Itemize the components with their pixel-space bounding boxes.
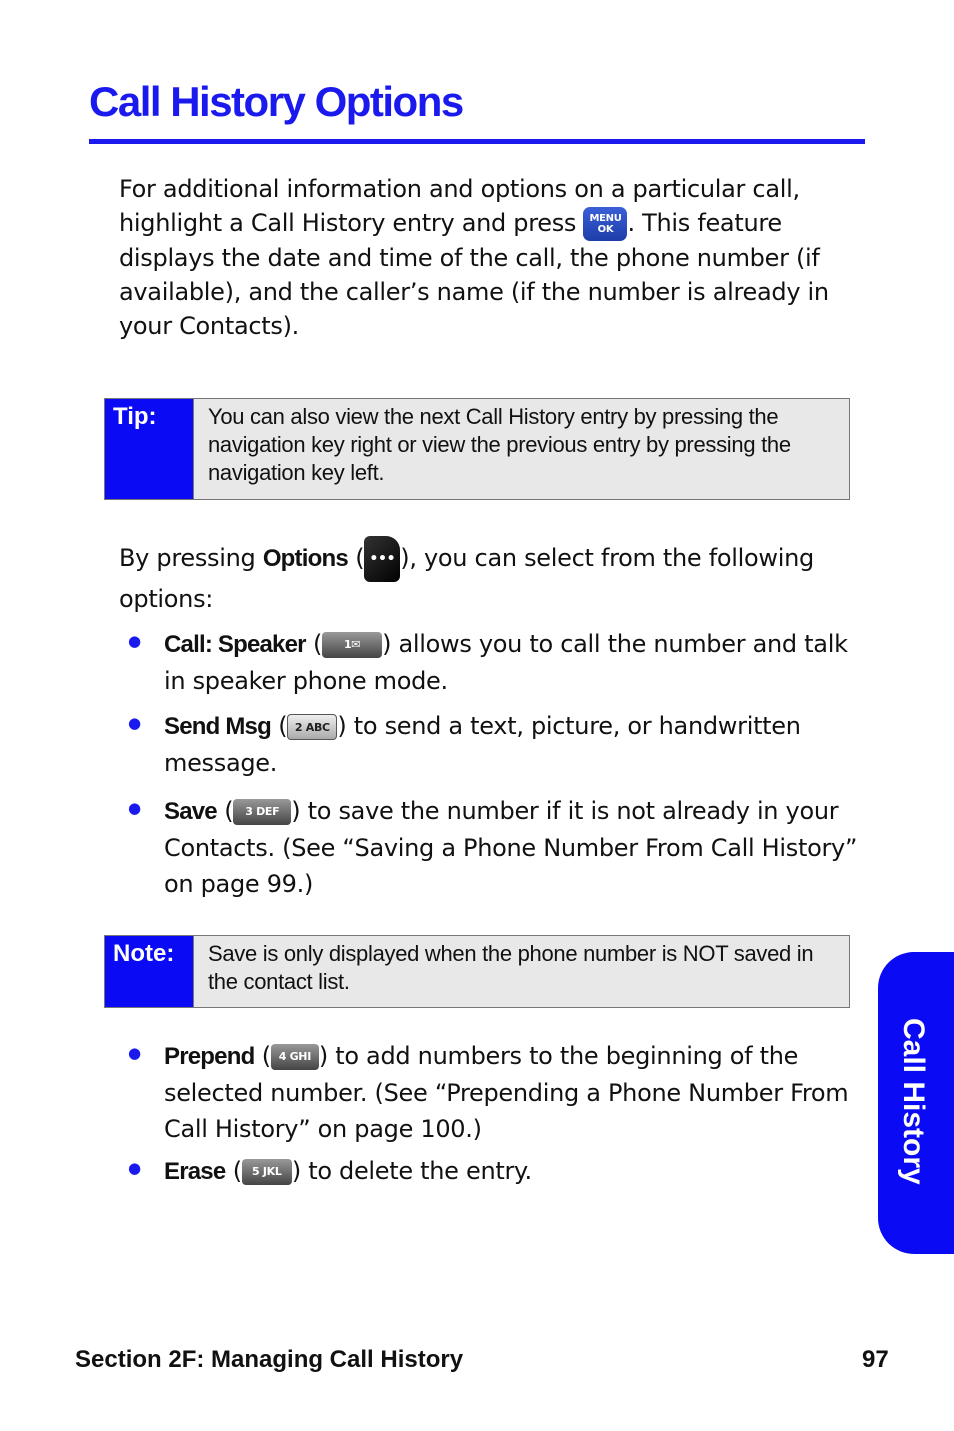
note-text: Save is only displayed when the phone number is NOT saved in the contact list. bbox=[208, 941, 814, 994]
key-4-icon: 4 GHI bbox=[271, 1044, 319, 1070]
page-title: Call History Options bbox=[89, 78, 463, 125]
note-label: Note: bbox=[105, 936, 194, 1007]
bullet-icon: ● bbox=[128, 714, 142, 732]
option-name: Call: Speaker bbox=[164, 631, 306, 658]
intro-text-1: For additional information and options on a particular call, highlight a Call History entry and press bbox=[119, 175, 800, 237]
key-1-icon: 1✉ bbox=[322, 632, 382, 658]
intro-paragraph bbox=[119, 172, 859, 343]
tip-text: You can also view the next Call History entry by pressing the navigation key right or view the previous entry by pressing the navigation key left. bbox=[208, 404, 791, 485]
option-text: ) to delete the entry. bbox=[291, 1157, 532, 1185]
footer-section: Section 2F: Managing Call History bbox=[75, 1346, 464, 1373]
footer-page-number: 97 bbox=[862, 1346, 889, 1373]
note-box bbox=[104, 935, 850, 1008]
list-item-prepend: ● Prepend ( 4 GHI ) to add numbers to the beginning of the selected number. (See “Prepending a Phone Number From Call History” on page 100.) bbox=[128, 1038, 863, 1147]
bullet-icon: ● bbox=[128, 799, 142, 817]
option-name: Save bbox=[164, 798, 217, 825]
bullet-icon: ● bbox=[128, 632, 142, 650]
option-text: ) allows you to call the number and talk in speaker phone mode. bbox=[164, 630, 848, 695]
section-side-tab bbox=[878, 952, 954, 1254]
options-softkey-icon: ••• bbox=[364, 536, 400, 582]
options-open-paren: ( bbox=[355, 544, 365, 572]
option-name: Erase bbox=[164, 1158, 226, 1185]
options-bold: Options bbox=[262, 545, 348, 572]
options-paragraph bbox=[119, 536, 859, 616]
option-text: ) to send a text, picture, or handwritten message. bbox=[164, 712, 801, 777]
key-3-icon: 3 DEF bbox=[233, 799, 291, 825]
bullet-icon: ● bbox=[128, 1044, 142, 1062]
list-item-send-msg: ● Send Msg ( 2 ABC ) to send a text, picture, or handwritten message. bbox=[128, 708, 863, 781]
intro-text-2: . This feature displays the date and time of the call, the phone number (if available), and the caller’s name (if the number is already in your Contacts). bbox=[119, 209, 829, 340]
list-item-save: ● Save ( 3 DEF ) to save the number if it is not already in your Contacts. (See “Saving a Phone Number From Call History” on page 99.) bbox=[128, 793, 863, 902]
bullet-icon: ● bbox=[128, 1159, 142, 1177]
option-text: ) to save the number if it is not already in your Contacts. (See “Saving a Phone Number From Call History” on page 99.) bbox=[164, 797, 858, 898]
option-name: Prepend bbox=[164, 1043, 255, 1070]
menu-key-bottom-label: OK bbox=[597, 224, 614, 235]
options-text-2: ), you can select from the following options: bbox=[119, 544, 814, 613]
title-rule bbox=[89, 139, 865, 144]
side-tab-label: Call History bbox=[897, 1018, 930, 1185]
option-text: ) to add numbers to the beginning of the selected number. (See “Prepending a Phone Number From Call History” on page 100.) bbox=[164, 1042, 849, 1143]
tip-box bbox=[104, 398, 850, 500]
key-2-icon: 2 ABC bbox=[287, 714, 337, 740]
list-item-erase: ● Erase ( 5 JKL ) to delete the entry. bbox=[128, 1153, 863, 1190]
list-item-call-speaker: ● Call: Speaker ( 1✉ ) allows you to call the number and talk in speaker phone mode. bbox=[128, 626, 863, 699]
option-name: Send Msg bbox=[164, 713, 271, 740]
tip-label: Tip: bbox=[105, 399, 194, 499]
key-5-icon: 5 JKL bbox=[242, 1159, 292, 1185]
options-text-1: By pressing bbox=[119, 544, 256, 572]
menu-key-top-label: MENU bbox=[589, 213, 622, 224]
menu-ok-key-icon bbox=[583, 207, 627, 241]
